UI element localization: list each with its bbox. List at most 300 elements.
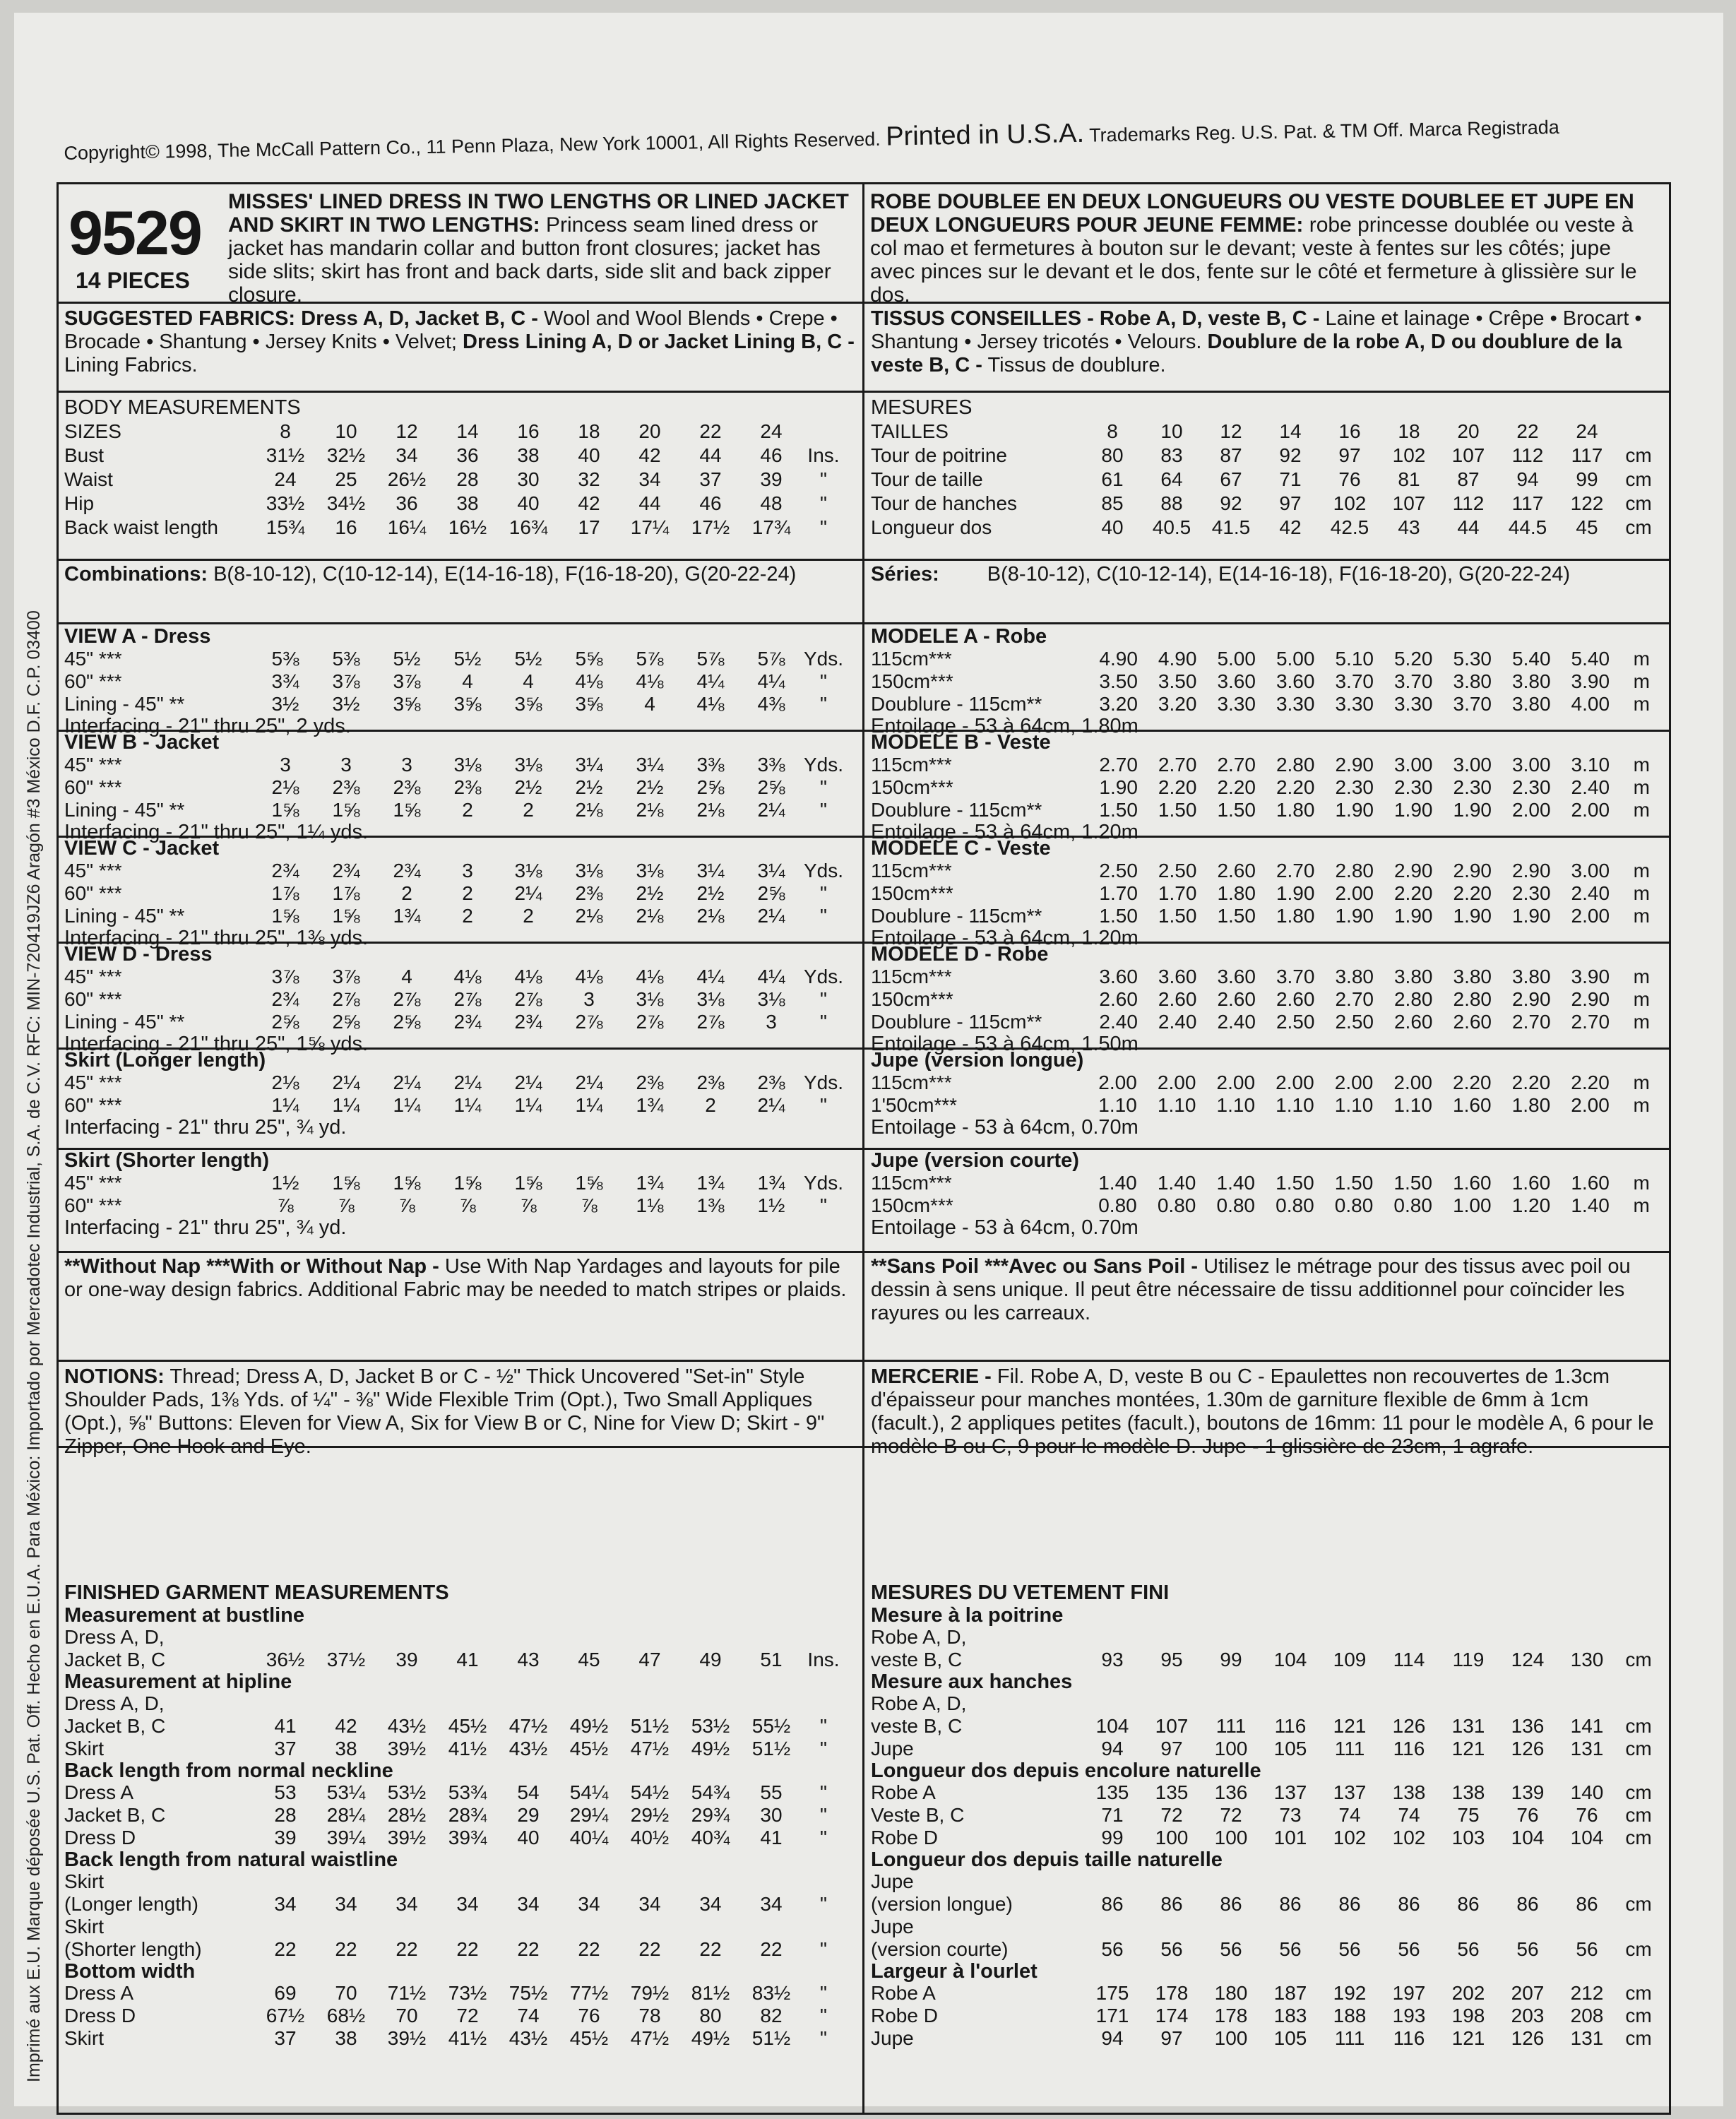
cell-value: 135 — [1095, 1781, 1129, 1803]
cell-value: 47½ — [509, 1715, 548, 1737]
cell-value: 80 — [1101, 444, 1124, 466]
cell-value: 24 — [1576, 420, 1598, 442]
cell-value: 56 — [1279, 1938, 1302, 1960]
cell-value: 49 — [699, 1649, 722, 1670]
cell-value: 5.00 — [1217, 648, 1256, 670]
cell-value — [680, 1870, 741, 1893]
cell-value: 1.90 — [1453, 799, 1492, 821]
cell-value: 51½ — [751, 1738, 791, 1759]
cell-value — [1439, 1626, 1498, 1649]
cell-value: 14 — [1279, 420, 1302, 442]
cell-value: 38 — [456, 492, 479, 514]
cell-value: 39¾ — [448, 1827, 487, 1848]
cell-value: 137 — [1273, 1781, 1307, 1803]
cell-value: 17½ — [691, 516, 730, 538]
cell-value: 45½ — [448, 1715, 487, 1737]
cell-value: 37 — [699, 468, 722, 490]
measure-row — [871, 1194, 1663, 1217]
cell-value: 2¾ — [514, 1011, 542, 1033]
cell-value: 29½ — [630, 1804, 670, 1826]
unit-label: " — [820, 1781, 827, 1803]
measure-grid — [871, 1626, 1660, 1671]
measure-row — [64, 1982, 845, 2005]
cell-value: 54¾ — [691, 1781, 730, 1803]
cell-value: 80 — [699, 2005, 722, 2026]
cell-value: 44 — [699, 444, 722, 466]
cell-value: 100 — [1214, 1738, 1248, 1759]
measure-row — [64, 1072, 845, 1094]
cell-value — [376, 1626, 437, 1649]
cell-value: 2⅞ — [453, 988, 482, 1010]
cell-value: 2.50 — [1099, 860, 1138, 882]
unit-label: " — [820, 1938, 827, 1960]
section-title: Skirt (Shorter length) — [64, 1149, 270, 1172]
cell-value: 193 — [1392, 2005, 1426, 2026]
measure-grid — [64, 1626, 845, 1671]
cell-value: 1.80 — [1217, 882, 1256, 904]
cell-value: 2⅞ — [393, 988, 421, 1010]
cell-value: 2.70 — [1571, 1011, 1610, 1033]
cell-value: 1.90 — [1393, 799, 1433, 821]
cell-value — [498, 1916, 559, 1938]
cell-value: 2.60 — [1393, 1011, 1433, 1033]
cell-value: 2⅝ — [332, 1011, 360, 1033]
cell-value: 3.00 — [1512, 754, 1551, 776]
cell-value: 34 — [638, 468, 661, 490]
cell-value: 116 — [1393, 2027, 1425, 2049]
group-title: Longueur dos depuis encolure naturelle — [871, 1759, 1261, 1782]
measure-row — [64, 420, 845, 444]
row-label: (Shorter length) — [64, 1938, 202, 1960]
measure-row — [871, 1804, 1660, 1827]
combinations-en: Combinations: B(8-10-12), C(10-12-14), E(14-16-18), F(16-18-20), G(20-22-24) — [64, 563, 797, 586]
section-grid — [64, 860, 855, 927]
cell-value: 5⅞ — [757, 648, 785, 670]
cell-value: 40 — [517, 1827, 540, 1848]
unit-label: m — [1633, 882, 1650, 904]
cell-value: 102 — [1333, 492, 1367, 514]
cell-value: 16 — [517, 420, 540, 442]
cell-value: 12 — [396, 420, 418, 442]
cell-value — [1557, 1626, 1617, 1649]
cell-value: 47 — [638, 1649, 661, 1670]
cell-value: 1.50 — [1217, 905, 1256, 927]
cell-value: 67 — [1220, 468, 1242, 490]
cell-value: 2 — [401, 882, 412, 904]
unit-label — [1617, 420, 1660, 444]
unit-label — [802, 1870, 845, 1893]
cell-value: 2 — [523, 905, 534, 927]
cell-value: 2.30 — [1512, 882, 1551, 904]
unit-label: Yds. — [803, 754, 844, 776]
unit-label: Yds. — [803, 648, 844, 670]
cell-value: 2½ — [636, 882, 664, 904]
measure-row — [64, 1194, 845, 1217]
cell-value: 92 — [1220, 492, 1242, 514]
unit-label: m — [1633, 988, 1650, 1010]
cell-value: 26½ — [387, 468, 427, 490]
measure-row — [64, 693, 845, 716]
cell-value: 116 — [1274, 1715, 1307, 1737]
row-label: Back waist length — [64, 516, 218, 538]
row-label: 115cm*** — [871, 648, 952, 670]
cell-value — [559, 1916, 619, 1938]
cell-value: 3⅛ — [757, 988, 785, 1010]
cell-value — [619, 1626, 680, 1649]
cell-value: 1.20 — [1511, 1194, 1551, 1216]
group-title: Largeur à l'ourlet — [871, 1960, 1038, 1983]
cell-value: 86 — [1101, 1893, 1124, 1915]
cell-value: 3½ — [332, 693, 360, 715]
suggested-fabrics-fr: TISSUS CONSEILLES - Robe A, D, veste B, C - Laine et lainage • Crêpe • Brocart • Shantung • Jersey tricotés • Velours. Doublure de la robe A, D ou doublure de la veste B, C - Tissus de doublure. — [871, 307, 1642, 376]
measure-row — [871, 776, 1663, 799]
unit-label: cm — [1625, 1804, 1652, 1826]
cell-value: 138 — [1392, 1781, 1426, 1803]
measure-row — [64, 1916, 845, 1938]
measure-row — [64, 1827, 845, 1849]
cell-value: 5⅜ — [332, 648, 360, 670]
cell-value: 103 — [1451, 1827, 1485, 1848]
group-grid — [871, 1626, 1663, 1671]
cell-value: 51 — [760, 1649, 783, 1670]
cell-value: 72 — [1220, 1804, 1242, 1826]
cell-value: 56 — [1516, 1938, 1539, 1960]
cell-value: 0.80 — [1276, 1194, 1314, 1216]
cell-value: 1⅞ — [332, 882, 360, 904]
measure-row — [871, 1982, 1660, 2005]
cell-value: 202 — [1451, 1982, 1485, 2004]
section-grid — [64, 966, 855, 1033]
cell-value: 2.60 — [1158, 988, 1197, 1010]
cell-value: 3.90 — [1571, 966, 1610, 987]
cell-value — [559, 1692, 619, 1715]
measure-row — [871, 1738, 1660, 1760]
cell-value: 2 — [462, 799, 473, 821]
nap-note-en: **Without Nap ***With or Without Nap - Use With Nap Yardages and layouts for pile or one-way design fabrics. Additional Fabric may be needed to match stripes or plaids. — [64, 1255, 847, 1301]
cell-value: 99 — [1220, 1649, 1242, 1670]
cell-value: 1¼ — [393, 1094, 421, 1116]
cell-value: 3.60 — [1217, 966, 1256, 987]
cell-value: 0.80 — [1216, 1194, 1255, 1216]
cell-value: 93 — [1101, 1649, 1124, 1670]
cell-value — [1261, 1870, 1320, 1893]
cell-value: 119 — [1452, 1649, 1485, 1670]
cell-value: 2.00 — [1216, 1072, 1256, 1093]
cell-value — [437, 1870, 498, 1893]
cell-value: 2⅛ — [636, 905, 664, 927]
cell-value — [255, 1870, 316, 1893]
cell-value: 3.10 — [1571, 754, 1610, 776]
cell-value: 5½ — [453, 648, 482, 670]
cell-value: 1.50 — [1099, 905, 1138, 927]
cell-value: 1¼ — [514, 1094, 542, 1116]
group-grid — [871, 1692, 1663, 1760]
cell-value: 1.50 — [1158, 905, 1197, 927]
section-grid — [64, 648, 855, 716]
cell-value: 32½ — [326, 444, 366, 466]
cell-value — [741, 1626, 802, 1649]
cell-value — [741, 1870, 802, 1893]
cell-value: 2⅜ — [636, 1072, 664, 1093]
cell-value: 197 — [1392, 1982, 1426, 2004]
cell-value: 3.50 — [1158, 670, 1197, 692]
cell-value: 3¼ — [696, 860, 725, 882]
mesures-table — [871, 420, 1663, 540]
cell-value: 2.80 — [1453, 988, 1492, 1010]
group-grid — [64, 1870, 855, 1961]
cell-value: 42 — [335, 1715, 357, 1737]
cell-value: 3.80 — [1453, 670, 1492, 692]
cell-value: 78 — [638, 2005, 661, 2026]
row-label: 45" *** — [64, 966, 122, 987]
measure-row — [64, 2005, 845, 2027]
unit-label: " — [820, 468, 827, 490]
cell-value: 10 — [335, 420, 357, 442]
yardage-section — [871, 943, 1663, 1055]
measure-row — [871, 1172, 1663, 1194]
cell-value: ⅞ — [338, 1194, 355, 1216]
cell-value: 42 — [1279, 516, 1302, 538]
copyright-line — [64, 108, 1667, 167]
measure-row — [64, 1938, 845, 1961]
cell-value: 40 — [1101, 516, 1124, 538]
cell-value: 40 — [517, 492, 540, 514]
cell-value: 92 — [1279, 444, 1302, 466]
cell-value: 121 — [1333, 1715, 1367, 1737]
cell-value: 183 — [1273, 2005, 1307, 2026]
cell-value: 2.00 — [1098, 1072, 1137, 1093]
cell-value: 2.00 — [1571, 905, 1610, 927]
unit-label: m — [1633, 754, 1650, 776]
cell-value: 1.70 — [1158, 882, 1197, 904]
cell-value: 40 — [578, 444, 600, 466]
cell-value: 45½ — [569, 1738, 609, 1759]
cell-value: 131 — [1570, 1738, 1604, 1759]
cell-value: 3.70 — [1453, 693, 1492, 715]
group-title: Mesure aux hanches — [871, 1670, 1073, 1693]
cell-value: 54½ — [630, 1781, 670, 1803]
section-grid — [871, 754, 1663, 821]
measure-row — [64, 1893, 845, 1916]
cell-value: 40¾ — [691, 1827, 730, 1848]
interfacing-note: Entoilage - 53 à 64cm, 1.50m — [871, 1033, 1138, 1055]
cell-value: 39 — [760, 468, 783, 490]
measure-grid — [64, 420, 845, 540]
unit-label: m — [1633, 776, 1650, 798]
cell-value: 29¼ — [569, 1804, 609, 1826]
cell-value: 30 — [760, 1804, 783, 1826]
measure-row — [871, 799, 1663, 821]
measure-grid — [871, 1072, 1663, 1117]
cell-value: 61 — [1101, 468, 1124, 490]
measure-grid — [871, 1870, 1660, 1961]
cell-value: 171 — [1095, 2005, 1129, 2026]
cell-value: 4⅜ — [757, 693, 785, 715]
cell-value: 5.40 — [1512, 648, 1551, 670]
cell-value: 2½ — [514, 776, 542, 798]
pattern-description-fr: ROBE DOUBLEE EN DEUX LONGUEURS OU VESTE DOUBLEE ET JUPE EN DEUX LONGUEURS POUR JEUNE FEMME: robe princesse doublée ou veste à col mao et fermetures à bouton sur le devant; veste à fentes sur les côtés; jupe avec pinces sur le devant et le dos, fente sur le côté et fermeture à glissière sur le dos. — [870, 190, 1637, 307]
cell-value: 64 — [1160, 468, 1183, 490]
cell-value: 73 — [1279, 1804, 1302, 1826]
cell-value: 94 — [1101, 2027, 1124, 2049]
section-grid — [871, 860, 1663, 927]
cell-value — [1261, 1626, 1320, 1649]
yardage-section — [871, 1049, 1663, 1149]
cell-value: 12 — [1220, 420, 1242, 442]
cell-value: 41.5 — [1211, 516, 1251, 538]
cell-value — [1201, 1916, 1261, 1938]
cell-value: 22 — [517, 1938, 540, 1960]
cell-value — [316, 1692, 376, 1715]
cell-value: 20 — [638, 420, 661, 442]
cell-value: 3.00 — [1453, 754, 1492, 776]
cell-value: 107 — [1451, 444, 1485, 466]
cell-value — [437, 1626, 498, 1649]
cell-value: 2.90 — [1453, 860, 1492, 882]
measure-row — [64, 1011, 845, 1033]
cell-value — [498, 1626, 559, 1649]
cell-value: 2¼ — [757, 905, 785, 927]
cell-value: 203 — [1511, 2005, 1545, 2026]
cell-value: 3.30 — [1276, 693, 1315, 715]
cell-value: 2¾ — [271, 860, 299, 882]
cell-value: 20 — [1457, 420, 1480, 442]
cell-value: 174 — [1155, 2005, 1189, 2026]
unit-label — [802, 1626, 845, 1649]
yardage-section — [871, 731, 1663, 843]
trademark-text: Trademarks Reg. U.S. Pat. & TM Off. Marca Registrada — [1088, 117, 1560, 146]
cell-value: 2½ — [696, 882, 725, 904]
cell-value: 33½ — [266, 492, 305, 514]
measure-row — [871, 1938, 1660, 1961]
cell-value: 3⅞ — [271, 966, 299, 987]
cell-value: 25 — [335, 468, 357, 490]
cell-value: 126 — [1392, 1715, 1426, 1737]
cell-value: 8 — [280, 420, 291, 442]
combinations-fr: Séries: B(8-10-12), C(10-12-14), E(14-16-18), F(16-18-20), G(20-22-24) — [871, 563, 1571, 586]
cell-value: 76 — [1338, 468, 1361, 490]
cell-value: 1.90 — [1335, 799, 1374, 821]
cell-value: 3.60 — [1099, 966, 1138, 987]
cell-value: 4¼ — [757, 670, 785, 692]
cell-value: 5½ — [393, 648, 421, 670]
cell-value: 3¾ — [271, 670, 299, 692]
cell-value — [1261, 1692, 1320, 1715]
cell-value: 37½ — [326, 1649, 366, 1670]
cell-value — [255, 1916, 316, 1938]
cell-value: 53 — [274, 1781, 297, 1803]
section-title: MODELE C - Veste — [871, 837, 1051, 860]
cell-value: 71½ — [387, 1982, 427, 2004]
cell-value: 4⅛ — [514, 966, 542, 987]
cell-value: 2⅞ — [696, 1011, 725, 1033]
measure-grid — [871, 1172, 1663, 1217]
cell-value: 79½ — [630, 1982, 670, 2004]
cell-value — [376, 1692, 437, 1715]
cell-value: 212 — [1570, 1982, 1604, 2004]
cell-value: 1⅛ — [636, 1194, 664, 1216]
cell-value: 2.00 — [1157, 1072, 1196, 1093]
cell-value: 40¼ — [569, 1827, 609, 1848]
cell-value: 5⅞ — [696, 648, 725, 670]
unit-label: cm — [1625, 1938, 1652, 1960]
cell-value: 22 — [699, 1938, 722, 1960]
measure-grid — [64, 1072, 845, 1117]
cell-value: 94 — [1101, 1738, 1124, 1759]
row-label: 60" *** — [64, 882, 122, 904]
row-label: Tour de hanches — [871, 492, 1018, 514]
unit-label: " — [820, 988, 827, 1010]
unit-label: cm — [1625, 516, 1652, 538]
section-grid — [64, 1072, 855, 1117]
cell-value — [680, 1916, 741, 1938]
cell-value — [1379, 1916, 1439, 1938]
cell-value: 83 — [1160, 444, 1183, 466]
measure-grid — [64, 1172, 845, 1217]
cell-value: 28 — [456, 468, 479, 490]
cell-value: 5.40 — [1571, 648, 1610, 670]
cell-value — [1083, 1870, 1142, 1893]
measure-row — [64, 754, 845, 776]
row-label: Dress D — [64, 2005, 136, 2026]
cell-value — [1201, 1692, 1261, 1715]
cell-value: 16 — [335, 516, 357, 538]
measure-row — [871, 693, 1663, 716]
cell-value: 4⅛ — [575, 966, 603, 987]
cell-value: 17 — [578, 516, 600, 538]
measure-grid — [871, 648, 1663, 716]
row-label: Skirt — [64, 1870, 104, 1892]
cell-value: 0.80 — [1393, 1194, 1432, 1216]
cell-value: 112 — [1452, 492, 1485, 514]
cell-value — [1498, 1692, 1557, 1715]
cell-value: 44.5 — [1508, 516, 1547, 538]
cell-value: 3¼ — [636, 754, 664, 776]
measure-grid — [871, 966, 1663, 1033]
group-title: Bottom width — [64, 1960, 196, 1983]
row-label: 150cm*** — [871, 670, 953, 692]
yardage-section — [871, 1149, 1663, 1250]
cell-value: 136 — [1511, 1715, 1545, 1737]
cell-value: 53½ — [387, 1781, 427, 1803]
measure-grid — [64, 1982, 845, 2050]
unit-label: " — [820, 1738, 827, 1759]
cell-value: 141 — [1570, 1715, 1604, 1737]
cell-value: 86 — [1516, 1893, 1539, 1915]
cell-value: 3.70 — [1393, 670, 1433, 692]
cell-value: 111 — [1334, 1738, 1365, 1759]
cell-value: 2¾ — [453, 1011, 482, 1033]
measure-row — [871, 2005, 1660, 2027]
row-label: 150cm*** — [871, 776, 953, 798]
section-grid — [871, 648, 1663, 716]
group-title: Back length from normal neckline — [64, 1759, 393, 1782]
cell-value: 97 — [1279, 492, 1302, 514]
side-legal-text: Imprimé aux E.U. Marque déposée U.S. Pat. Off. Hecho en E.U.A. Para México: Importado por Mercadotec Industrial, S.A. de C.V. RFC: MIN-720419JZ6 Aragón #3 México D.F. C.P. 03400 — [24, 610, 44, 2082]
section-grid — [871, 966, 1663, 1033]
unit-label: " — [820, 799, 827, 821]
measure-grid — [64, 754, 845, 821]
cell-value: 1.10 — [1216, 1094, 1256, 1116]
row-label: Jupe — [871, 1870, 914, 1892]
cell-value: 111 — [1334, 2027, 1365, 2049]
measure-row — [871, 516, 1660, 540]
cell-value: 71 — [1279, 468, 1302, 490]
row-label: 60" *** — [64, 1094, 122, 1116]
cell-value: 3⅛ — [696, 988, 725, 1010]
cell-value: 3.80 — [1512, 693, 1551, 715]
unit-label: " — [820, 1715, 827, 1737]
